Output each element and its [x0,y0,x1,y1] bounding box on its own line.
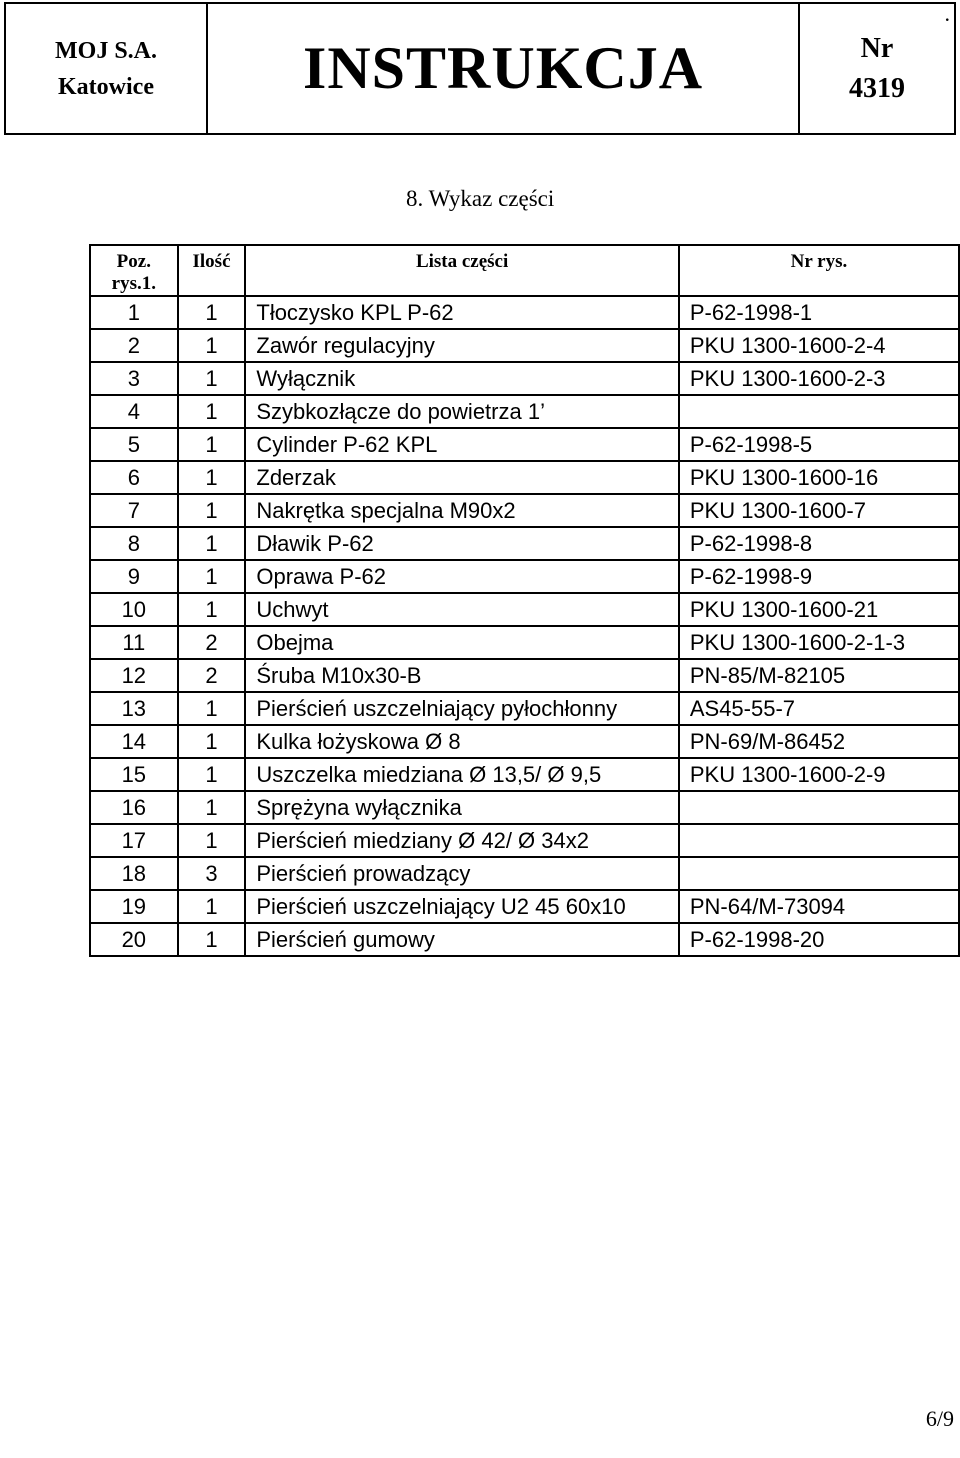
cell-poz: 17 [90,824,178,857]
cell-qty: 1 [178,791,246,824]
parts-table [89,244,960,957]
cell-poz: 3 [90,362,178,395]
table-row [90,395,959,428]
table-row [90,791,959,824]
company-block [6,4,208,133]
cell-qty: 1 [178,923,246,956]
cell-qty: 3 [178,857,246,890]
cell-nr [679,857,959,890]
column-header-nr: Nr rys. [679,245,959,296]
cell-nr: PKU 1300-1600-16 [679,461,959,494]
cell-name: Pierścień prowadzący [245,857,678,890]
cell-nr: P-62-1998-8 [679,527,959,560]
cell-poz: 16 [90,791,178,824]
cell-nr: PKU 1300-1600-2-1-3 [679,626,959,659]
cell-nr: PN-85/M-82105 [679,659,959,692]
cell-qty: 1 [178,725,246,758]
table-row [90,296,959,329]
table-row [90,428,959,461]
cell-name: Sprężyna wyłącznika [245,791,678,824]
cell-qty: 1 [178,692,246,725]
table-row [90,494,959,527]
cell-nr: AS45-55-7 [679,692,959,725]
cell-qty: 1 [178,527,246,560]
cell-name: Dławik P-62 [245,527,678,560]
cell-nr: PKU 1300-1600-7 [679,494,959,527]
cell-qty: 1 [178,824,246,857]
cell-name: Uszczelka miedziana Ø 13,5/ Ø 9,5 [245,758,678,791]
cell-name: Śruba M10x30-B [245,659,678,692]
cell-poz: 18 [90,857,178,890]
cell-qty: 2 [178,626,246,659]
cell-poz: 1 [90,296,178,329]
corner-mark: . [944,1,950,26]
table-row [90,758,959,791]
company-city: Katowice [58,73,154,100]
cell-name: Pierścień miedziany Ø 42/ Ø 34x2 [245,824,678,857]
cell-poz: 6 [90,461,178,494]
table-row [90,890,959,923]
table-row [90,593,959,626]
cell-nr: P-62-1998-1 [679,296,959,329]
table-row [90,824,959,857]
cell-name: Uchwyt [245,593,678,626]
table-row [90,461,959,494]
cell-poz: 10 [90,593,178,626]
cell-qty: 1 [178,461,246,494]
cell-qty: 1 [178,329,246,362]
cell-name: Kulka łożyskowa Ø 8 [245,725,678,758]
cell-name: Tłoczysko KPL P-62 [245,296,678,329]
cell-name: Obejma [245,626,678,659]
table-row [90,560,959,593]
document-header [4,2,956,135]
document-number-label: Nr [860,32,894,64]
table-row [90,725,959,758]
page-number: 6/9 [925,1406,954,1431]
cell-poz: 5 [90,428,178,461]
column-header-name: Lista części [245,245,678,296]
table-row [90,692,959,725]
column-header-poz-line1: Poz. [116,251,151,272]
parts-table-body [90,296,959,956]
cell-name: Wyłącznik [245,362,678,395]
document-number: 4319 [849,72,905,104]
cell-poz: 8 [90,527,178,560]
cell-poz: 4 [90,395,178,428]
cell-name: Zderzak [245,461,678,494]
table-row [90,923,959,956]
cell-name: Cylinder P-62 KPL [245,428,678,461]
cell-qty: 1 [178,362,246,395]
cell-name: Szybkozłącze do powietrza 1’ [245,395,678,428]
table-row [90,362,959,395]
cell-name: Zawór regulacyjny [245,329,678,362]
table-row [90,626,959,659]
document-number-block [800,1,954,133]
cell-nr [679,791,959,824]
column-header-poz [90,245,178,296]
cell-qty: 1 [178,296,246,329]
cell-nr: PKU 1300-1600-21 [679,593,959,626]
cell-poz: 9 [90,560,178,593]
column-header-qty: Ilość [178,245,246,296]
column-header-poz-line2: rys.1. [111,273,156,294]
cell-poz: 2 [90,329,178,362]
table-row [90,329,959,362]
cell-name: Pierścień uszczelniający U2 45 60x10 [245,890,678,923]
cell-poz: 19 [90,890,178,923]
cell-qty: 1 [178,758,246,791]
section-title: 8. Wykaz części [406,186,555,211]
cell-nr: PN-64/M-73094 [679,890,959,923]
cell-nr: PKU 1300-1600-2-9 [679,758,959,791]
cell-poz: 11 [90,626,178,659]
cell-name: Nakrętka specjalna M90x2 [245,494,678,527]
cell-nr: PKU 1300-1600-2-3 [679,362,959,395]
document-title: INSTRUKCJA [208,4,800,133]
cell-nr: P-62-1998-20 [679,923,959,956]
cell-poz: 20 [90,923,178,956]
table-row [90,527,959,560]
cell-qty: 1 [178,560,246,593]
cell-poz: 13 [90,692,178,725]
cell-nr: PKU 1300-1600-2-4 [679,329,959,362]
cell-nr: PN-69/M-86452 [679,725,959,758]
cell-qty: 1 [178,494,246,527]
cell-nr: P-62-1998-5 [679,428,959,461]
cell-nr [679,395,959,428]
cell-name: Pierścień uszczelniający pyłochłonny [245,692,678,725]
cell-poz: 12 [90,659,178,692]
cell-nr: P-62-1998-9 [679,560,959,593]
cell-nr [679,824,959,857]
cell-name: Pierścień gumowy [245,923,678,956]
cell-qty: 1 [178,890,246,923]
cell-name: Oprawa P-62 [245,560,678,593]
cell-qty: 1 [178,428,246,461]
cell-poz: 7 [90,494,178,527]
table-row [90,659,959,692]
table-header-row [90,245,959,296]
cell-poz: 14 [90,725,178,758]
company-name: MOJ S.A. [55,37,157,64]
table-row [90,857,959,890]
cell-qty: 2 [178,659,246,692]
cell-poz: 15 [90,758,178,791]
cell-qty: 1 [178,395,246,428]
cell-qty: 1 [178,593,246,626]
